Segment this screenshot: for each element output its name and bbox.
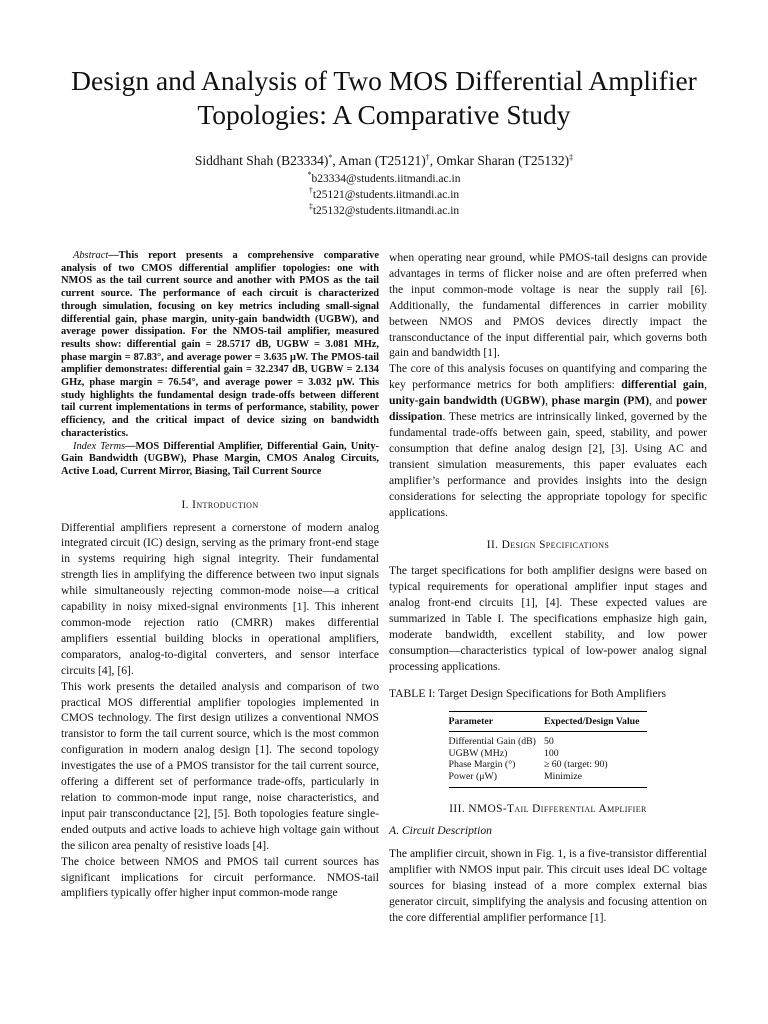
text-run: . These metrics are intrinsically linked, governed by the fundamental trade-offs between gain, speed, stability, and power consumption that define analog design [2], [3]. Using AC and transient simulation measurements, this paper evaluates each amplifier’s performance and provides insights into the design considerations for selecting the appropriate topology for specific applications. [389, 410, 707, 519]
table-cell: 50 [543, 736, 554, 748]
paragraph: This work presents the detailed analysis and comparison of two practical MOS differential amplifier topologies implemented in CMOS technology. The first design utilizes a conventional NMOS transistor to form the tail current source, which is the most common configuration in modern analog design [1]. The second topology investigates the use of a PMOS transistor for the tail current source, offering a different set of performance trade-offs, particularly in relation to common-mode input range, noise characteristics, and input pair transconductance [2], [5]. Both topologies feature single-ended outputs and active loads to achieve high voltage gain without the silicon area penalty of resistive loads [4]. [61, 679, 379, 852]
table-cell: Phase Margin (°) [448, 759, 516, 771]
section-heading-introduction [61, 498, 379, 514]
paragraph: The target specifications for both amplifier designs were based on typical requirements for operational amplifier input stages and analog front-end circuits [1], [4]. These expected values are summarized in Table I. The specifications emphasize high gain, moderate bandwidth, excellent stability, and low power consumption—characteristics typical of low-power analog signal processing applications. [389, 564, 707, 673]
bold-term: unity-gain bandwidth (UGBW) [389, 394, 546, 408]
text-run: , [704, 378, 708, 392]
email-mark: * [307, 170, 312, 179]
paragraph [389, 361, 707, 520]
text-run: , and [649, 394, 677, 408]
email-address: t25121@students.iitmandi.ac.in [312, 189, 460, 201]
email-3 [0, 202, 768, 217]
bold-term: phase margin (PM) [551, 394, 650, 408]
abstract [61, 250, 379, 441]
table-cell: UGBW (MHz) [448, 747, 508, 759]
author-separator: , [332, 153, 339, 168]
bold-term: power dissipation [389, 394, 707, 424]
table-row [449, 759, 648, 771]
section-number: II. [486, 539, 502, 552]
section-number: I. [181, 498, 193, 511]
email-address: t25132@students.iitmandi.ac.in [312, 205, 460, 217]
section-title: Design Specifications [501, 539, 610, 552]
table-header-cell: Parameter [449, 711, 544, 732]
email-1 [0, 170, 768, 185]
email-2 [0, 186, 768, 201]
abstract-label: Abstract [73, 250, 109, 261]
section-heading-nmos-tail [389, 802, 707, 818]
paragraph: The choice between NMOS and PMOS tail current sources has significant implications for circuit performance. NMOS-tail amplifiers typically offer higher input common-mode range [61, 854, 379, 900]
table-cell: ≥ 60 (target: 90) [543, 759, 608, 771]
table-cell: Minimize [544, 771, 648, 787]
author-1-mark: * [328, 153, 333, 162]
index-terms [61, 441, 379, 479]
section-number: III. [449, 802, 469, 815]
right-column [389, 250, 707, 926]
author-1: Siddhant Shah (B23334) [194, 153, 329, 168]
section-heading-design-specifications [389, 538, 707, 554]
table-header-row [449, 711, 648, 732]
table-row [449, 748, 648, 760]
email-mark: † [308, 186, 313, 195]
email-address: b23334@students.iitmandi.ac.in [311, 173, 461, 185]
author-line [0, 153, 768, 169]
text-run: The core of this analysis focuses on quantifying and comparing the key performance metrics for both amplifiers: [389, 362, 707, 392]
author-2-mark: † [425, 153, 430, 162]
paper-title: Design and Analysis of Two MOS Differential Amplifier Topologies: A Comparative Study [71, 65, 697, 130]
table-cell: 100 [543, 747, 559, 759]
author-separator: , [429, 153, 437, 168]
subsection-heading: A. Circuit Description [389, 824, 492, 838]
author-3-mark: ‡ [569, 153, 574, 162]
section-title: NMOS-Tail Differential Amplifier [468, 802, 647, 815]
paragraph: when operating near ground, while PMOS-tail designs can provide advantages in terms of flicker noise and are often preferred when the input common-mode voltage is near the supply rail [6]. Additionally, the fundamental differences in carrier mobility between NMOS and PMOS devices directly impact the transconductance of the input differential pair, which governs both gain and bandwidth [1]. [389, 251, 707, 360]
table-header-cell: Expected/Design Value [544, 711, 648, 732]
text-run: , [545, 394, 552, 408]
left-column [61, 250, 379, 901]
bold-term: differential gain [621, 378, 705, 392]
index-terms-text: —MOS Differential Amplifier, Differential Gain, Unity-Gain Bandwidth (UGBW), Phase Margin, CMOS Analog Circuits, Active Load, Current Mirror, Biasing, Tail Current Source [61, 440, 379, 477]
table-row [449, 771, 648, 787]
index-terms-label: Index Terms [73, 440, 126, 452]
table-cell: Power (μW) [449, 771, 544, 787]
section-title: Introduction [192, 498, 259, 511]
paragraph: Differential amplifiers represent a cornerstone of modern analog integrated circuit (IC) design, serving as the primary front-end stage in systems requiring high signal integrity. Their fundamental strength lies in amplifying the difference between two input signals while simultaneously rejecting common-mode noise—a critical capability in noisy mixed-signal environments [1]. This inherent common-mode rejection ratio (CMRR) makes differential amplifiers essential building blocks in operational amplifiers, comparators, analog-to-digital converters, and sensor interface circuits [4], [6]. [61, 520, 379, 677]
email-mark: ‡ [308, 202, 313, 211]
paragraph: The amplifier circuit, shown in Fig. 1, is a five-transistor differential amplifier with NMOS input pair. This circuit uses ideal DC voltage sources for biasing instead of a more complex external bias generator circuit, simplifying the analysis and focusing attention on the core differential amplifier performance [1]. [389, 847, 707, 924]
table-caption: TABLE I: Target Design Specifications for Both Amplifiers [389, 686, 666, 700]
abstract-text: —This report presents a comprehensive comparative analysis of two CMOS differential amplifier topologies: one with NMOS as the tail current source and another with PMOS as the tail current source. The performance of each circuit is characterized through simulation, focusing on key metrics including small-signal differential gain, phase margin, unity-gain bandwidth (UGBW), and average power dissipation. For the NMOS-tail amplifier, measured results show: differential gain = 28.5717 dB, UGBW = 3.081 MHz, phase margin = 87.83°, and average power = 3.635 μW. The PMOS-tail amplifier demonstrates: differential gain = 32.2347 dB, UGBW = 2.134 GHz, phase margin = 76.54°, and average power = 3.032 μW. This study highlights the fundamental design trade-offs between different tail current implementations in terms of performance, stability, power efficiency, and the critical impact of device sizing on bandwidth characteristics. [61, 250, 379, 439]
specifications-table [449, 711, 648, 788]
table-cell: Differential Gain (dB) [448, 736, 536, 748]
author-3: Omkar Sharan (T25132) [436, 153, 570, 168]
table-row [449, 732, 648, 748]
author-2: Aman (T25121) [338, 153, 426, 168]
